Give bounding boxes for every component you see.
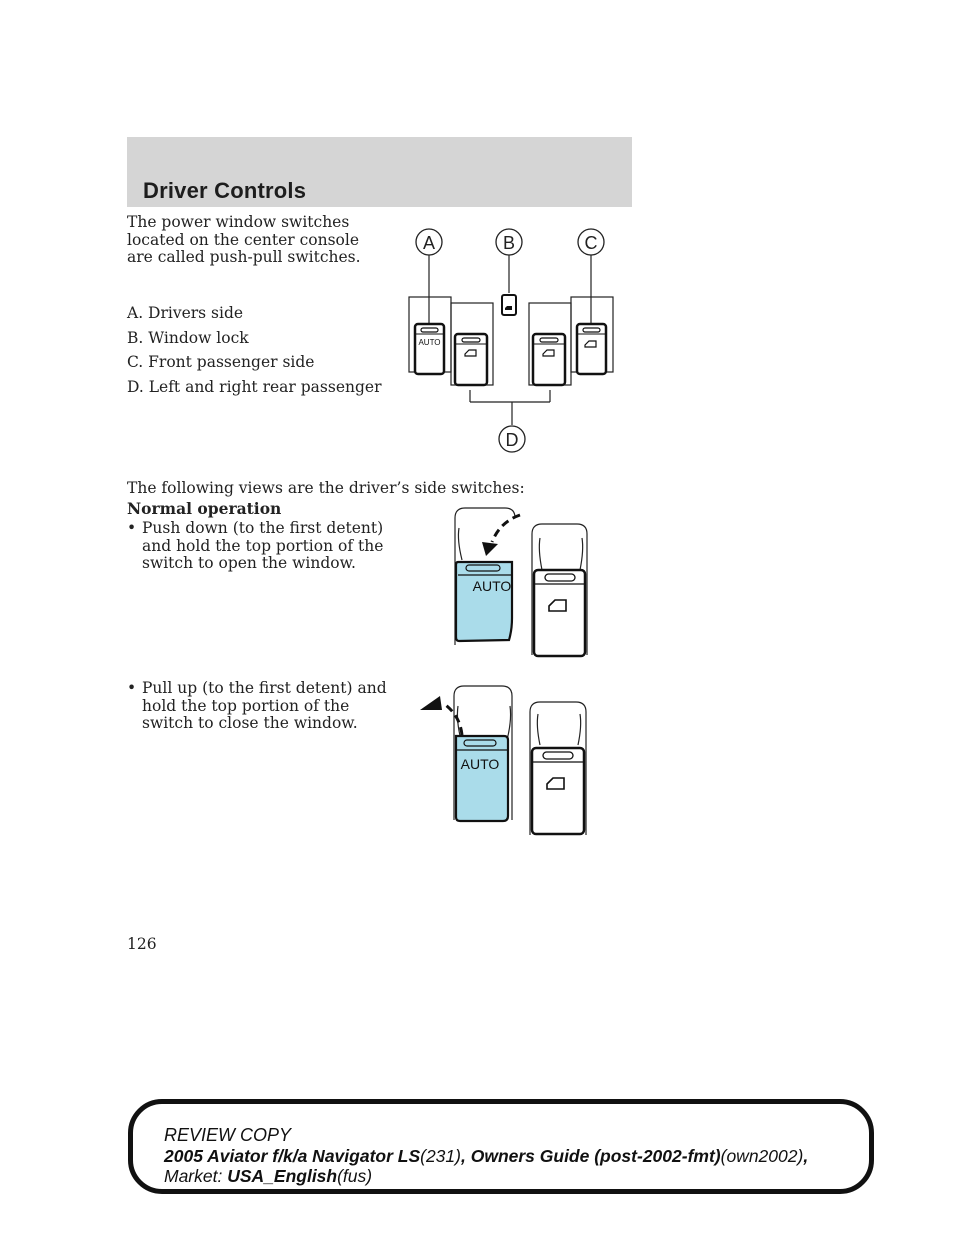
bullet-text: Pull up (to the first detent) and hold the top portion of the switch to close the window. [142, 679, 387, 732]
callout-a-label: A [422, 233, 436, 253]
footer-review-copy: REVIEW COPY [164, 1125, 292, 1145]
footer-market-line [164, 1166, 372, 1187]
footer-market-code: (fus) [337, 1166, 373, 1186]
pull-up-switch-diagram [418, 680, 593, 840]
bullet-marker: • [127, 519, 137, 537]
footer-line-end: , [803, 1146, 809, 1166]
intro-paragraph: The power window switches located on the center console are called push-pull switches. [127, 213, 361, 266]
legend-item-b: B. Window lock [127, 329, 249, 347]
bullet-marker: • [127, 679, 137, 697]
callout-d-label: D [505, 430, 519, 450]
console-switches-diagram [395, 225, 630, 460]
driver-switch-auto-label: AUTO [460, 756, 500, 772]
bullet-text: Push down (to the first detent) and hold the top portion of the switch to open the window. [142, 519, 384, 572]
bullet-close-window [127, 680, 392, 733]
driver-switch-auto-label: AUTO [472, 578, 512, 594]
bullet-open-window [127, 520, 392, 573]
footer-market: USA_English [227, 1166, 338, 1186]
legend-item-a: A. Drivers side [127, 304, 244, 322]
normal-operation-heading: Normal operation [127, 499, 282, 518]
page-number: 126 [127, 935, 157, 953]
footer-guide: Owners Guide (post-2002-fmt) [470, 1146, 721, 1166]
footer-model-code: (231) [420, 1146, 461, 1166]
page-section-title: Driver Controls [143, 178, 307, 203]
legend-item-d: D. Left and right rear passenger [127, 378, 382, 396]
push-down-switch-diagram [445, 500, 595, 665]
switch-a-auto-label: AUTO [418, 338, 441, 347]
footer-separator: , [460, 1146, 471, 1166]
footer-model: 2005 Aviator f/k/a Navigator LS [164, 1146, 421, 1166]
callout-b-label: B [502, 233, 516, 253]
callout-c-label: C [584, 233, 598, 253]
footer-market-label: Market: [164, 1166, 228, 1186]
footer-document-line [164, 1146, 808, 1167]
footer-guide-code: (own2002) [720, 1146, 804, 1166]
legend-item-c: C. Front passenger side [127, 353, 315, 371]
views-intro-line: The following views are the driver’s side switches: [127, 479, 525, 497]
